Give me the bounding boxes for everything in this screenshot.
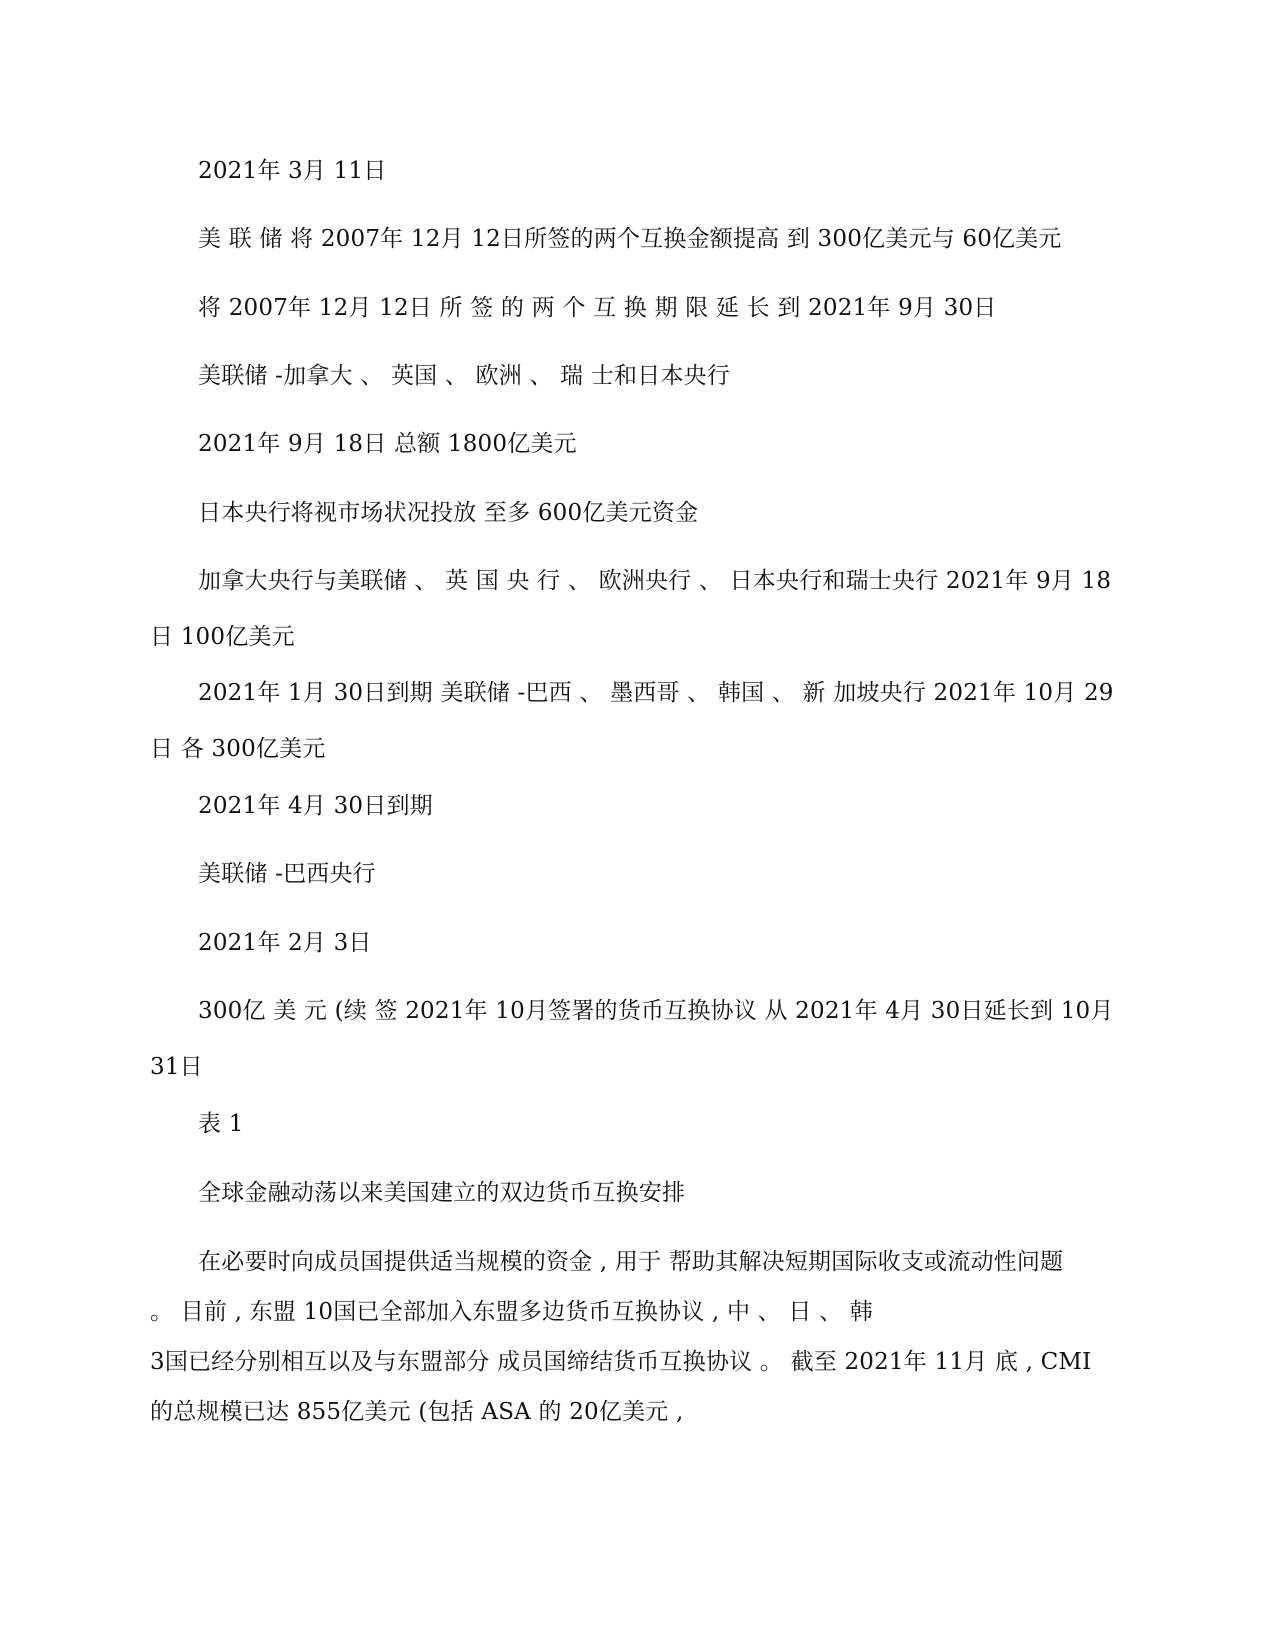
paragraph-boj-funds: 日本央行将视市场状况投放 至多 600亿美元资金 xyxy=(198,500,699,526)
paragraph-central-banks: 美联储 -加拿大 、 英国 、 欧洲 、 瑞 士和日本央行 xyxy=(198,363,731,389)
cmi-line-4: 的总规模已达 855亿美元 (包括 ASA 的 20亿美元 , xyxy=(150,1399,684,1425)
paragraph-boc-agreement: 加拿大央行与美联储 、 英 国 央 行 、 欧洲央行 、 日本央行和瑞士央行 2021年 9月 18日 100亿美元 xyxy=(150,568,1112,650)
paragraph-total-amount: 2021年 9月 18日 总额 1800亿美元 xyxy=(198,431,577,457)
paragraph-swap-extension: 将 2007年 12月 12日 所 签 的 两 个 互 换 期 限 延 长 到 2021年 9月 30日 xyxy=(198,295,997,321)
paragraph-fed-brazil: 美联储 -巴西央行 xyxy=(198,861,376,887)
cmi-line-3: 3国已经分别相互以及与东盟部分 成员国缔结货币互换协议 。 截至 2021年 11月 底 , CMI xyxy=(150,1349,1092,1375)
cmi-line-2: 。 目前 , 东盟 10国已全部加入东盟多边货币互换协议 , 中 、 日 、 韩 xyxy=(150,1299,873,1325)
paragraph-renewal: 300亿 美 元 (续 签 2021年 10月签署的货币互换协议 从 2021年 4月 30日延长到 10月 31日 xyxy=(150,998,1114,1080)
table-label: 表 1 xyxy=(198,1111,244,1137)
cmi-line-1: 在必要时向成员国提供适当规模的资金 , 用于 帮助其解决短期国际收支或流动性问题 xyxy=(198,1249,1064,1275)
table-caption: 全球金融动荡以来美国建立的双边货币互换安排 xyxy=(198,1180,686,1206)
paragraph-date-2: 2021年 2月 3日 xyxy=(198,930,372,956)
paragraph-expiry: 2021年 4月 30日到期 xyxy=(198,793,433,819)
paragraph-swap-increase: 美 联 储 将 2007年 12月 12日所签的两个互换金额提高 到 300亿美元与 60亿美元 xyxy=(198,226,1062,252)
paragraph-emerging-swaps: 2021年 1月 30日到期 美联储 -巴西 、 墨西哥 、 韩国 、 新 加坡央行 2021年 10月 29日 各 300亿美元 xyxy=(150,680,1114,762)
paragraph-date-1: 2021年 3月 11日 xyxy=(198,158,387,184)
paragraph-cmi xyxy=(150,1237,1130,1437)
